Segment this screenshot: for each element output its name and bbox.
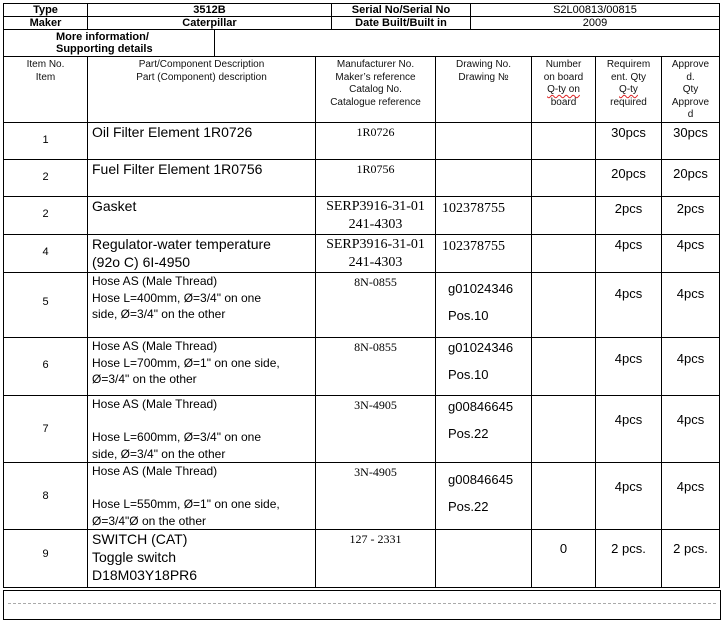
table-row — [4, 273, 720, 338]
drawing-number-cell: g01024346 Pos.10 — [436, 273, 532, 338]
col-item: Item No. Item — [4, 57, 88, 123]
manufacturer-number-cell: SERP3916-31-01 241-4303 — [316, 197, 436, 235]
col-manufacturer: Manufacturer No. Maker’s reference Catalog No. Catalogue reference — [316, 57, 436, 123]
drawing-number-cell — [436, 530, 532, 588]
approved-qty-cell: 20pcs — [662, 160, 720, 197]
item-number-cell: 8 — [4, 463, 88, 530]
type-value: 3512B — [88, 4, 332, 17]
manufacturer-number-cell: 8N-0855 — [316, 273, 436, 338]
item-number-cell: 9 — [4, 530, 88, 588]
description-cell: Hose AS (Male Thread) Hose L=550mm, Ø=1" on one side, Ø=3/4"Ø on the other — [88, 463, 316, 530]
approved-qty-cell: 4pcs — [662, 338, 720, 396]
onboard-qty-cell — [532, 235, 596, 273]
required-qty-cell: 4pcs — [596, 235, 662, 273]
table-row — [4, 160, 720, 197]
onboard-qty-cell — [532, 273, 596, 338]
item-number-cell: 2 — [4, 160, 88, 197]
column-header-row — [4, 57, 720, 123]
description-cell: Oil Filter Element 1R0726 — [88, 123, 316, 160]
table-row — [4, 530, 720, 588]
maker-value: Caterpillar — [88, 17, 332, 30]
spare-parts-sheet — [3, 3, 720, 588]
item-number-cell: 7 — [4, 396, 88, 463]
onboard-qty-cell — [532, 338, 596, 396]
drawing-number-cell: g00846645 Pos.22 — [436, 463, 532, 530]
approved-qty-cell: 4pcs — [662, 396, 720, 463]
table-row — [4, 123, 720, 160]
header-table — [3, 3, 720, 30]
onboard-qty-cell: 0 — [532, 530, 596, 588]
item-number-cell: 5 — [4, 273, 88, 338]
approved-qty-cell: 4pcs — [662, 273, 720, 338]
required-qty-cell: 4pcs — [596, 273, 662, 338]
parts-rows — [4, 123, 720, 588]
description-cell: Fuel Filter Element 1R0756 — [88, 160, 316, 197]
manufacturer-number-cell: 3N-4905 — [316, 463, 436, 530]
manufacturer-number-cell: 1R0726 — [316, 123, 436, 160]
drawing-number-cell — [436, 160, 532, 197]
serial-label: Serial No/Serial No — [332, 4, 471, 17]
manufacturer-number-cell: SERP3916-31-01 241-4303 — [316, 235, 436, 273]
approved-qty-cell: 30pcs — [662, 123, 720, 160]
required-qty-cell: 4pcs — [596, 338, 662, 396]
item-number-cell: 4 — [4, 235, 88, 273]
table-row — [4, 338, 720, 396]
approved-qty-cell: 4pcs — [662, 235, 720, 273]
col-required: Requirem ent. Qty Q-ty required — [596, 57, 662, 123]
manufacturer-number-cell: 127 - 2331 — [316, 530, 436, 588]
description-cell: Hose AS (Male Thread) Hose L=700mm, Ø=1" on one side, Ø=3/4" on the other — [88, 338, 316, 396]
drawing-number-cell: 102378755 — [436, 197, 532, 235]
description-cell: Regulator-water temperature (92o C) 6I-4950 — [88, 235, 316, 273]
drawing-number-cell — [436, 123, 532, 160]
col-onboard: Number on board Q-ty on board — [532, 57, 596, 123]
onboard-qty-cell — [532, 123, 596, 160]
table-row — [4, 396, 720, 463]
onboard-qty-cell — [532, 396, 596, 463]
more-info-table — [3, 29, 720, 57]
col-drawing: Drawing No. Drawing № — [436, 57, 532, 123]
required-qty-cell: 20pcs — [596, 160, 662, 197]
type-label: Type — [4, 4, 88, 17]
manufacturer-number-cell: 8N-0855 — [316, 338, 436, 396]
table-row — [4, 197, 720, 235]
onboard-qty-cell — [532, 160, 596, 197]
maker-label: Maker — [4, 17, 88, 30]
table-row — [4, 235, 720, 273]
serial-value: S2L00813/00815 — [471, 4, 720, 17]
required-qty-cell: 2pcs — [596, 197, 662, 235]
onboard-qty-cell — [532, 463, 596, 530]
more-info-label: More information/ Supporting details — [4, 30, 215, 57]
approved-qty-cell: 2 pcs. — [662, 530, 720, 588]
description-cell: Gasket — [88, 197, 316, 235]
drawing-number-cell: g00846645 Pos.22 — [436, 396, 532, 463]
approved-qty-cell: 2pcs — [662, 197, 720, 235]
description-cell: Hose AS (Male Thread) Hose L=400mm, Ø=3/4" on one side, Ø=3/4" on the other — [88, 273, 316, 338]
drawing-number-cell: 102378755 — [436, 235, 532, 273]
col-approved: Approve d. Qty Approve d — [662, 57, 720, 123]
required-qty-cell: 4pcs — [596, 463, 662, 530]
required-qty-cell: 4pcs — [596, 396, 662, 463]
col-description: Part/Component Description Part (Component) description — [88, 57, 316, 123]
description-cell: SWITCH (CAT) Toggle switch D18M03Y18PR6 — [88, 530, 316, 588]
required-qty-cell: 30pcs — [596, 123, 662, 160]
manufacturer-number-cell: 1R0756 — [316, 160, 436, 197]
onboard-qty-cell — [532, 197, 596, 235]
more-info-value — [215, 30, 720, 57]
table-footer — [3, 590, 721, 620]
date-label: Date Built/Built in — [332, 17, 471, 30]
footer-divider — [8, 603, 716, 604]
drawing-number-cell: g01024346 Pos.10 — [436, 338, 532, 396]
description-cell: Hose AS (Male Thread) Hose L=600mm, Ø=3/4" on one side, Ø=3/4" on the other — [88, 396, 316, 463]
table-row — [4, 463, 720, 530]
parts-table — [3, 56, 720, 588]
item-number-cell: 6 — [4, 338, 88, 396]
required-qty-cell: 2 pcs. — [596, 530, 662, 588]
manufacturer-number-cell: 3N-4905 — [316, 396, 436, 463]
approved-qty-cell: 4pcs — [662, 463, 720, 530]
date-value: 2009 — [471, 17, 720, 30]
item-number-cell: 2 — [4, 197, 88, 235]
item-number-cell: 1 — [4, 123, 88, 160]
